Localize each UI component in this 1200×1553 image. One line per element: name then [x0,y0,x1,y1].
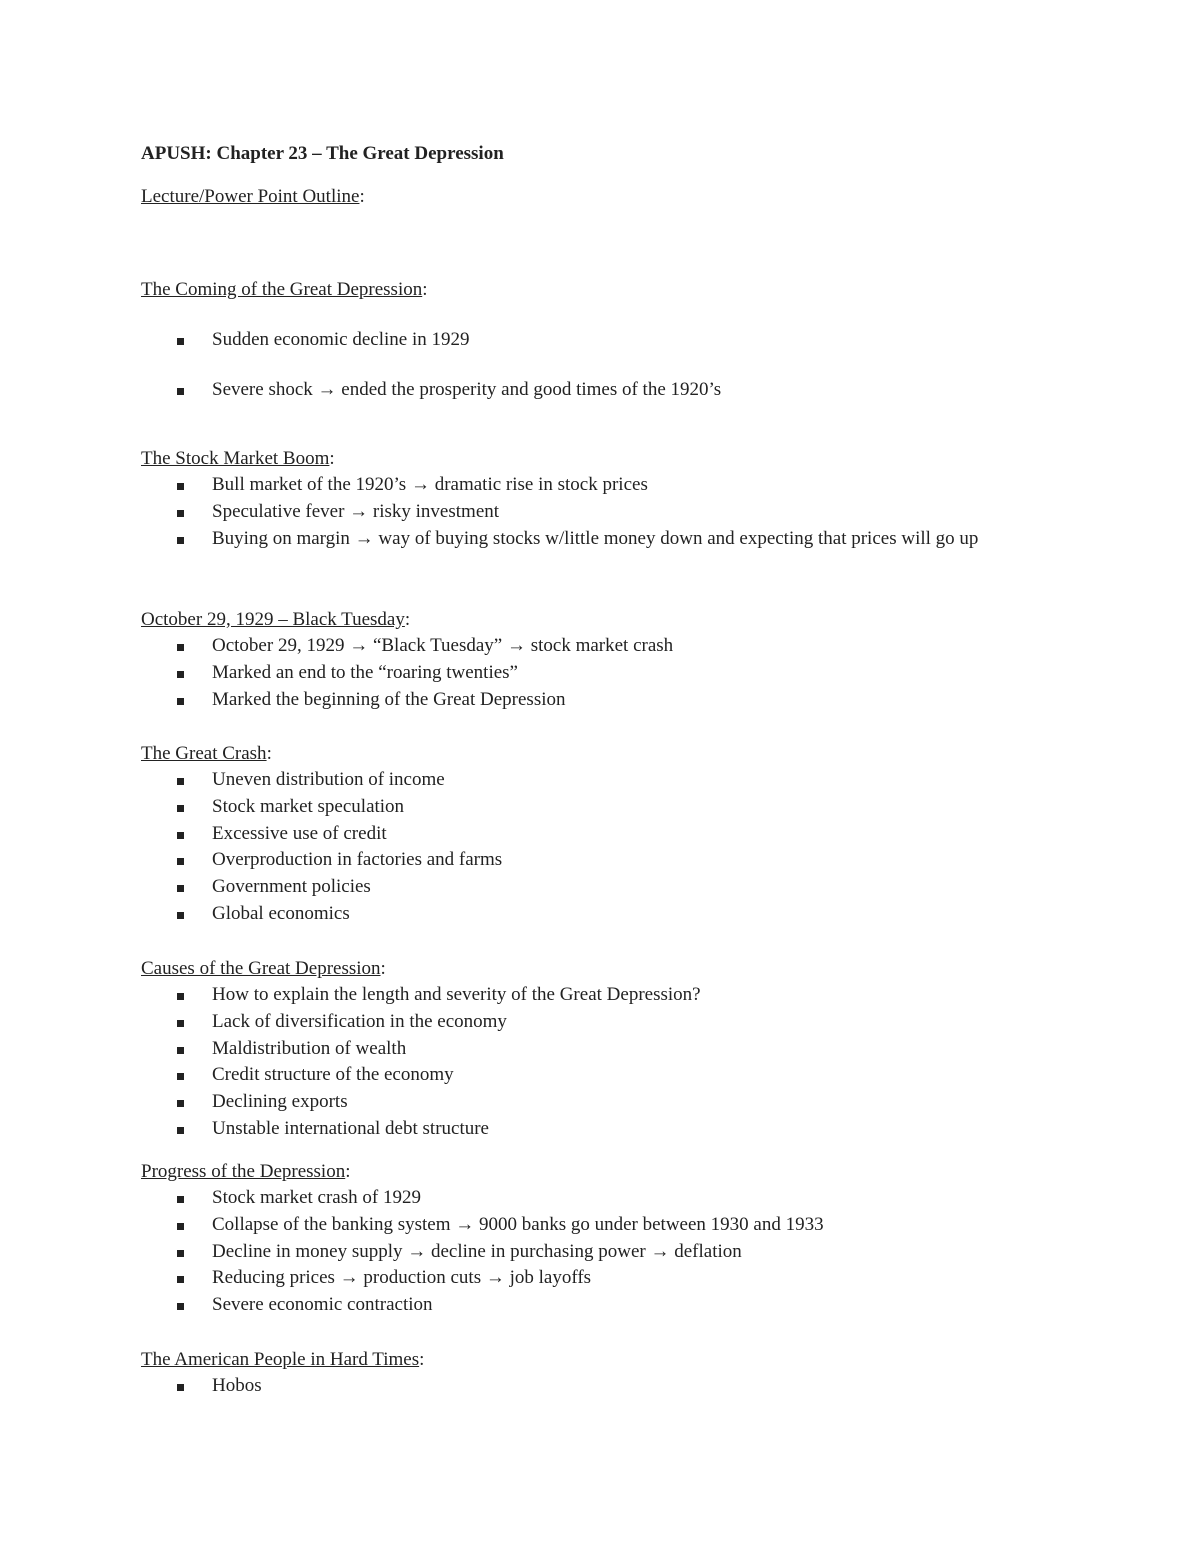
section-heading-colon: : [404,609,411,630]
section-heading [141,741,1061,767]
list-item-text: How to explain the length and severity of the Great Depression? [212,984,701,1005]
list-item [141,874,1061,901]
square-bullet-icon [177,858,184,865]
list-item-text: Lack of diversification in the economy [212,1010,507,1032]
square-bullet-icon [177,510,184,517]
list-item-text: Maldistribution of wealth [212,1037,407,1059]
list-item [141,1212,1061,1239]
square-bullet-icon [177,1303,184,1310]
list-item [141,901,1061,928]
list-item [141,472,1061,499]
section-heading [141,277,1061,303]
list-item-text: Bull market of the 1920’s → dramatic rise in stock prices [212,474,648,495]
list-item-text: Global economics [212,902,350,924]
list-item-text: Marked the beginning of the Great Depression [212,688,566,710]
list-item-text: Stock market speculation [212,795,405,817]
square-bullet-icon [177,698,184,705]
square-bullet-icon [177,1250,184,1257]
section-hard-times [141,1347,1061,1400]
square-bullet-icon [177,388,184,395]
section-heading [141,1159,1061,1185]
outline-subtitle-text: Lecture/Power Point Outline [141,186,360,207]
list-item [141,377,1061,404]
section-stock-market-boom [141,446,1061,552]
section-great-crash [141,741,1061,928]
section-heading-colon: : [422,279,428,300]
section-heading-text: The American People in Hard Times [141,1349,420,1370]
square-bullet-icon [177,644,184,651]
list-item-text: Buying on margin → way of buying stocks w/little money down and expecting that prices will go up [212,527,979,549]
list-item-text: Severe shock → ended the prosperity and good times of the 1920’s [212,378,722,400]
list-item [141,1185,1061,1212]
section-heading [141,956,1061,982]
square-bullet-icon [177,1020,184,1027]
section-heading [141,607,1061,633]
list-item-text: Hobos [212,1375,262,1396]
list-item [141,1265,1061,1292]
list-item [141,1062,1061,1089]
section-heading-colon: : [380,958,386,979]
square-bullet-icon [177,805,184,812]
list-item-text: Reducing prices → production cuts → job layoffs [212,1267,592,1289]
section-coming-of-depression [141,277,1061,404]
list-item [141,1239,1061,1266]
list-item-text: Collapse of the banking system → 9000 banks go under between 1930 and 1933 [212,1213,824,1235]
square-bullet-icon [177,1196,184,1203]
list-item [141,633,1061,660]
section-heading [141,446,1061,472]
bullet-list [141,633,1061,713]
section-heading-text: Progress of the Depression [141,1161,346,1182]
square-bullet-icon [177,993,184,1000]
square-bullet-icon [177,1073,184,1080]
page-title: APUSH: Chapter 23 – The Great Depression [141,143,504,164]
bullet-list [141,1185,1061,1319]
square-bullet-icon [177,1276,184,1283]
list-item-text: Marked an end to the “roaring twenties” [212,661,518,683]
list-item [141,767,1061,794]
list-item [141,1373,1061,1400]
list-item-text: Government policies [212,876,371,898]
list-item [141,1036,1061,1063]
square-bullet-icon [177,1100,184,1107]
square-bullet-icon [177,912,184,919]
square-bullet-icon [177,671,184,678]
section-heading-colon: : [329,448,335,469]
section-progress [141,1159,1061,1319]
list-item [141,847,1061,874]
list-item-text: Excessive use of credit [212,822,387,844]
list-item [141,1292,1061,1319]
square-bullet-icon [177,537,184,544]
section-heading-colon: : [419,1349,425,1370]
list-item-text: Overproduction in factories and farms [212,849,503,871]
section-causes [141,956,1061,1143]
section-heading-text: The Coming of the Great Depression [141,279,423,300]
section-heading-text: October 29, 1929 – Black Tuesday [141,609,405,630]
list-item [141,982,1061,1009]
list-item-text: October 29, 1929 → “Black Tuesday” → stock market crash [212,635,674,656]
list-item [141,794,1061,821]
list-item-text: Unstable international debt structure [212,1117,489,1139]
list-item [141,821,1061,848]
list-item [141,1009,1061,1036]
list-item [141,660,1061,687]
square-bullet-icon [177,1223,184,1230]
outline-subtitle [141,184,365,210]
list-item [141,526,1061,553]
bullet-list [141,327,1061,404]
list-item [141,687,1061,714]
list-item-text: Severe economic contraction [212,1294,433,1316]
list-item-text: Credit structure of the economy [212,1064,454,1086]
square-bullet-icon [177,1384,184,1391]
bullet-list [141,767,1061,928]
square-bullet-icon [177,1047,184,1054]
bullet-list [141,1373,1061,1400]
square-bullet-icon [177,1127,184,1134]
list-item [141,327,1061,354]
list-item-text: Uneven distribution of income [212,769,445,790]
list-item [141,1116,1061,1143]
list-item [141,499,1061,526]
list-item-text: Declining exports [212,1091,348,1113]
list-item-text: Stock market crash of 1929 [212,1187,421,1208]
section-heading-text: The Great Crash [141,743,267,764]
section-heading-text: Causes of the Great Depression [141,958,381,979]
outline-subtitle-colon: : [359,186,365,207]
bullet-list [141,982,1061,1143]
square-bullet-icon [177,885,184,892]
square-bullet-icon [177,778,184,785]
square-bullet-icon [177,483,184,490]
section-heading [141,1347,1061,1373]
list-item [141,1089,1061,1116]
list-item-text: Decline in money supply → decline in purchasing power → deflation [212,1240,742,1262]
section-heading-colon: : [266,743,272,764]
list-item-text: Speculative fever → risky investment [212,500,500,522]
square-bullet-icon [177,338,184,345]
section-heading-text: The Stock Market Boom [141,448,330,469]
list-item-text: Sudden economic decline in 1929 [212,329,470,350]
section-black-tuesday [141,607,1061,713]
square-bullet-icon [177,832,184,839]
bullet-list [141,472,1061,552]
section-heading-colon: : [345,1161,351,1182]
